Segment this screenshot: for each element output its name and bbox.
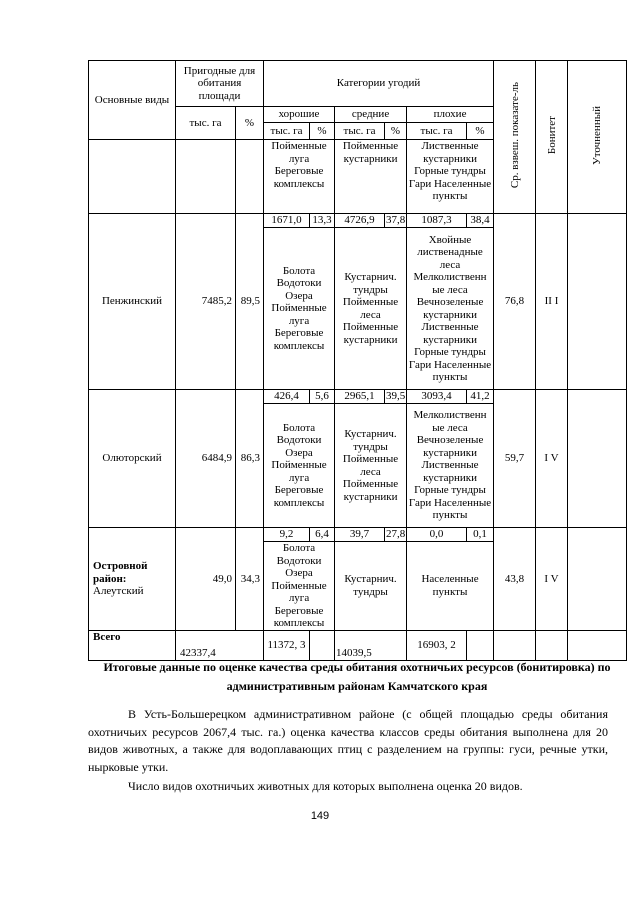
header-categories: Категории угодий xyxy=(264,61,494,107)
district-percent: 89,5 xyxy=(236,214,264,390)
total-medium: 14039,5 xyxy=(335,630,407,660)
bonitet-value: I V xyxy=(536,390,568,528)
poor-desc: Мелколиственн ые леса Вечнозеленые кустарники Лиственные кустарники Горные тундры Гари Населенные пункты xyxy=(407,404,494,528)
header-area-ha: тыс. га xyxy=(176,107,236,140)
good-percent: 5,6 xyxy=(310,390,335,404)
poor-percent: 0,1 xyxy=(467,528,494,542)
poor-value: 1087,3 xyxy=(407,214,467,228)
district-name: Пенжинский xyxy=(89,214,176,390)
header-refined: Уточненный xyxy=(568,61,627,214)
total-area: 42337,4 xyxy=(176,630,264,660)
district-percent: 34,3 xyxy=(236,528,264,631)
body-paragraph: В Усть-Большерецком административном районе (с общей площадью среды обитания охотничьих ресурсов 2067,4 тыс. га.) оценка качества классов среды обитания выполнена для 20 видов животных, а также для водоплавающих птиц с разделением на группы: гуси, речные утки, нырковые утки. xyxy=(88,707,608,774)
good-value: 426,4 xyxy=(264,390,310,404)
medium-percent: 37,8 xyxy=(386,214,406,227)
medium-percent: 39,5 xyxy=(386,390,406,403)
header-good-pct: % xyxy=(310,123,335,140)
district-name: Олюторский xyxy=(89,390,176,528)
total-poor: 16903, 2 xyxy=(407,630,467,660)
good-desc: Болота Водотоки Озера Пойменные луга Береговые комплексы xyxy=(264,542,335,631)
header-medium: средние xyxy=(335,107,407,123)
good-percent: 13,3 xyxy=(310,214,335,228)
header-area-pct: % xyxy=(236,107,264,140)
bonitet-value: II I xyxy=(536,214,568,390)
poor-desc: Хвойные лиственадные леса Мелколиственн ые леса Вечнозеленые кустарники Лиственные кустарники Горные тундры Гари Населенные пункты xyxy=(407,228,494,390)
header-poor-ha: тыс. га xyxy=(407,123,467,140)
header-medium-pct: % xyxy=(385,123,407,140)
good-value: 1671,0 xyxy=(264,214,310,228)
medium-percent: 27,8 xyxy=(386,528,406,541)
weighted-value: 76,8 xyxy=(494,214,536,390)
district-area: 7485,2 xyxy=(176,214,236,390)
medium-value: 39,7 xyxy=(335,528,385,542)
weighted-value: 43,8 xyxy=(494,528,536,631)
medium-value: 2965,1 xyxy=(335,390,385,404)
poor-desc: Населенные пункты xyxy=(407,542,494,631)
medium-desc: Кустарнич. тундры xyxy=(335,542,407,631)
district-area: 49,0 xyxy=(176,528,236,631)
poor-percent: 41,2 xyxy=(467,390,494,404)
medium-desc: Кустарнич. тундры Пойменные леса Пойменные кустарники xyxy=(335,404,407,528)
total-row xyxy=(89,630,627,660)
body-paragraph: Число видов охотничьих животных для которых выполнена оценка 20 видов. xyxy=(128,779,523,793)
district-name: Островной район: Алеутский xyxy=(89,528,176,631)
header-good-desc: Пойменные луга Береговые комплексы xyxy=(264,140,335,214)
header-bonitet: Бонитет xyxy=(536,61,568,214)
poor-value: 0,0 xyxy=(407,528,467,542)
total-good: 11372, 3 xyxy=(264,630,310,660)
page-number: 149 xyxy=(310,810,330,822)
medium-desc: Кустарнич. тундры Пойменные леса Пойменные кустарники xyxy=(335,228,407,390)
district-area: 6484,9 xyxy=(176,390,236,528)
weighted-value: 59,7 xyxy=(494,390,536,528)
medium-value: 4726,9 xyxy=(335,214,385,228)
header-medium-ha: тыс. га xyxy=(335,123,385,140)
bonitet-value: I V xyxy=(536,528,568,631)
header-poor-pct: % xyxy=(467,123,494,140)
district-percent: 86,3 xyxy=(236,390,264,528)
table-row xyxy=(89,390,627,404)
poor-value: 3093,4 xyxy=(407,390,467,404)
header-poor: плохие xyxy=(407,107,494,123)
header-good-ha: тыс. га xyxy=(264,123,310,140)
header-medium-desc: Пойменные кустарники xyxy=(335,140,407,214)
good-value: 9,2 xyxy=(264,528,310,542)
table-row xyxy=(89,214,627,228)
header-weighted: Ср. взвеш. показате-ль xyxy=(494,61,536,214)
table-row xyxy=(89,528,627,542)
poor-percent: 38,4 xyxy=(467,214,494,228)
table-caption: Итоговые данные по оценке качества среды обитания охотничьих ресурсов (бонитировка) по административным районам Камчатского края xyxy=(103,660,611,693)
good-desc: Болота Водотоки Озера Пойменные луга Береговые комплексы xyxy=(264,228,335,390)
header-poor-desc: Лиственные кустарники Горные тундры Гари Населенные пункты xyxy=(407,140,494,214)
header-good: хорошие xyxy=(264,107,335,123)
bonitet-table xyxy=(88,60,627,661)
total-label: Всего xyxy=(89,630,176,660)
good-desc: Болота Водотоки Озера Пойменные луга Береговые комплексы xyxy=(264,404,335,528)
header-species: Основные виды xyxy=(89,61,176,140)
good-percent: 6,4 xyxy=(310,528,335,542)
header-suitable-area: Пригодные для обитания площади xyxy=(176,61,264,107)
